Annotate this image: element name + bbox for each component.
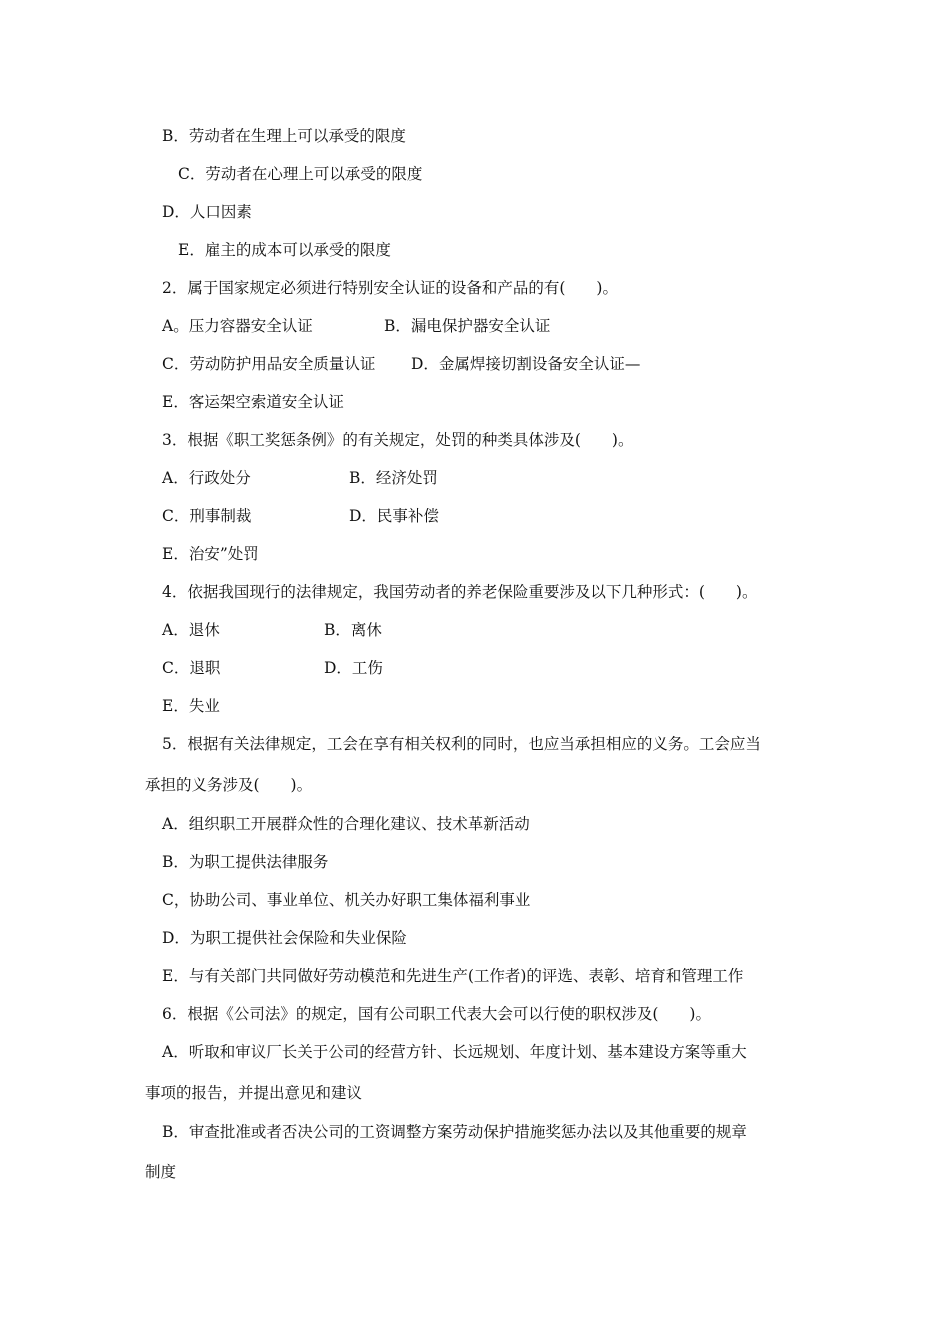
- question-5: 5．根据有关法律规定，工会在享有相关权利的同时，也应当承担相应的义务。工会应当: [162, 735, 761, 753]
- question-5-cont: 承担的义务涉及( )。: [145, 776, 313, 794]
- option-b-line: B．劳动者在生理上可以承受的限度: [162, 127, 406, 145]
- option-c: C．刑事制裁: [162, 507, 252, 525]
- option-a: A．听取和审议厂长关于公司的经营方针、长远规划、年度计划、基本建设方案等重大: [162, 1043, 747, 1061]
- option-b: B．漏电保护器安全认证: [384, 317, 551, 335]
- option-a: A．组织职工开展群众性的合理化建议、技术革新活动: [162, 815, 530, 833]
- option-a-cont: 事项的报告，并提出意见和建议: [145, 1084, 363, 1102]
- option-b: B．经济处罚: [349, 469, 438, 487]
- option-b-cont: 制度: [145, 1163, 177, 1181]
- option-row: [162, 658, 383, 678]
- option-d: D．工伤: [324, 659, 383, 677]
- option-row: [162, 620, 382, 640]
- option-a: A。压力容器安全认证: [162, 317, 313, 335]
- option-b: B．离休: [324, 621, 382, 639]
- option-c: C．劳动防护用品安全质量认证: [162, 355, 376, 373]
- option-c: C．退职: [162, 659, 221, 677]
- question-4: 4．依据我国现行的法律规定，我国劳动者的养老保险重要涉及以下几种形式：( )。: [162, 583, 758, 601]
- option-d: D．为职工提供社会保险和失业保险: [162, 929, 407, 947]
- option-e: E．失业: [162, 697, 220, 715]
- option-row: [162, 468, 438, 488]
- option-e-line: E．雇主的成本可以承受的限度: [178, 241, 391, 259]
- option-a: A．退休: [162, 621, 220, 639]
- question-2: 2．属于国家规定必须进行特别安全认证的设备和产品的有( )。: [162, 279, 618, 297]
- option-c: C，协助公司、事业单位、机关办好职工集体福利事业: [162, 891, 531, 909]
- option-row: [162, 354, 640, 374]
- option-e: E．客运架空索道安全认证: [162, 393, 344, 411]
- question-3: 3．根据《职工奖惩条例》的有关规定，处罚的种类具体涉及( )。: [162, 431, 634, 449]
- option-d: D．民事补偿: [349, 507, 439, 525]
- option-d: D．金属焊接切割设备安全认证—: [411, 355, 641, 373]
- option-d-line: D．人口因素: [162, 203, 252, 221]
- option-e: E．与有关部门共同做好劳动模范和先进生产(工作者)的评选、表彰、培育和管理工作: [162, 967, 744, 985]
- option-row: [162, 316, 550, 336]
- option-b: B．审查批准或者否决公司的工资调整方案劳动保护措施奖惩办法以及其他重要的规章: [162, 1123, 747, 1141]
- option-a: A．行政处分: [162, 469, 251, 487]
- option-c-line: C．劳动者在心理上可以承受的限度: [178, 165, 423, 183]
- question-6: 6．根据《公司法》的规定，国有公司职工代表大会可以行使的职权涉及( )。: [162, 1005, 711, 1023]
- option-b: B．为职工提供法律服务: [162, 853, 329, 871]
- option-e: E．治安”处罚: [162, 545, 259, 563]
- option-row: [162, 506, 439, 526]
